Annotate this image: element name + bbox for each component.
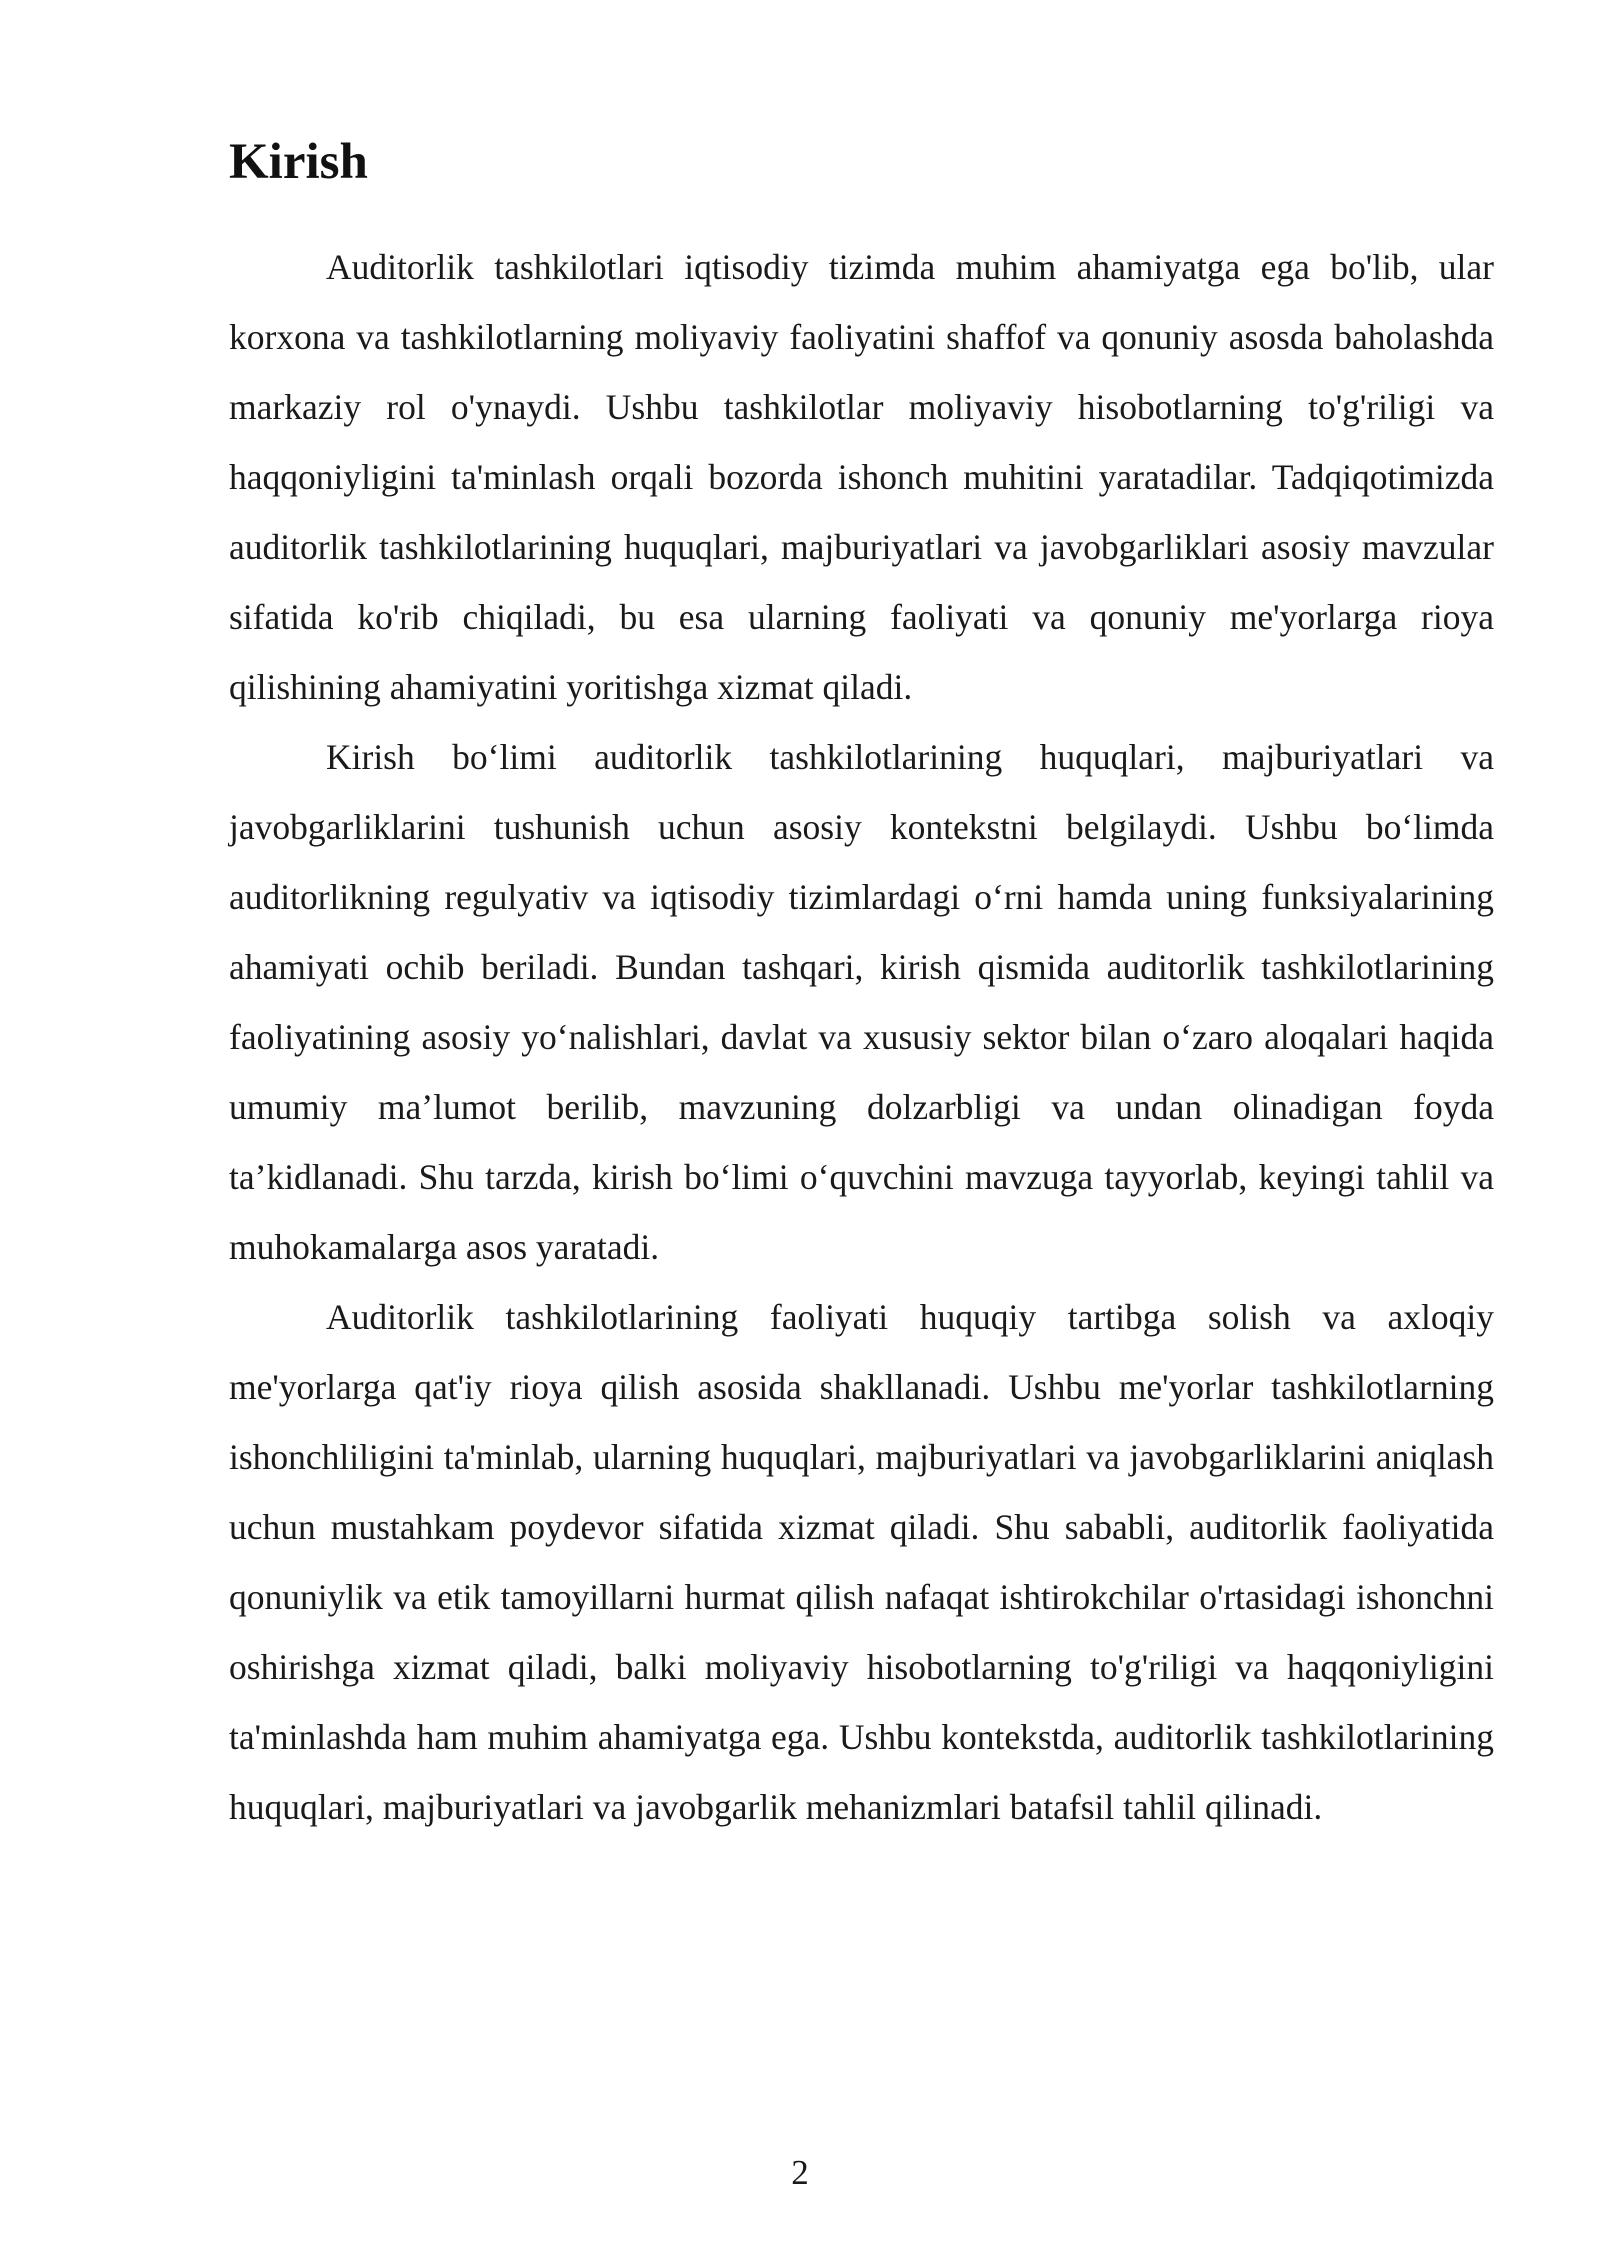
page-number: 2	[791, 2153, 809, 2192]
paragraph-1: Auditorlik tashkilotlari iqtisodiy tizimda muhim ahamiyatga ega bo'lib, ular korxona va tashkilotlarning moliyaviy faoliyatini shaffof va qonuniy asosda baholashda markaziy rol o'ynaydi. Ushbu tashkilotlar moliyaviy hisobotlarning to'g'riligi va haqqoniyligini ta'minlash orqali bozorda ishonch muhitini yaratadilar. Tadqiqotimizda auditorlik tashkilotlarining huquqlari, majburiyatlari va javobgarliklari asosiy mavzular sifatida ko'rib chiqiladi, bu esa ularning faoliyati va qonuniy me'yorlarga rioya qilishining ahamiyatini yoritishga xizmat qiladi.	[229, 247, 1494, 707]
section-heading: Kirish	[229, 134, 368, 190]
body-text	[229, 232, 1494, 1842]
paragraph-3: Auditorlik tashkilotlarining faoliyati huquqiy tartibga solish va axloqiy me'yorlarga qat'iy rioya qilish asosida shakllanadi. Ushbu me'yorlar tashkilotlarning ishonchliligini ta'minlab, ularning huquqlari, majburiyatlari va javobgarliklarini aniqlash uchun mustahkam poydevor sifatida xizmat qiladi. Shu sababli, auditorlik faoliyatida qonuniylik va etik tamoyillarni hurmat qilish nafaqat ishtirokchilar o'rtasidagi ishonchni oshirishga xizmat qiladi, balki moliyaviy hisobotlarning to'g'riligi va haqqoniyligini ta'minlashda ham muhim ahamiyatga ega. Ushbu kontekstda, auditorlik tashkilotlarining huquqlari, majburiyatlari va javobgarlik mehanizmlari batafsil tahlil qilinadi.	[229, 1297, 1494, 1827]
paragraph-2: Kirish bo‘limi auditorlik tashkilotlarining huquqlari, majburiyatlari va javobgarliklarini tushunish uchun asosiy kontekstni belgilaydi. Ushbu bo‘limda auditorlikning regulyativ va iqtisodiy tizimlardagi o‘rni hamda uning funksiyalarining ahamiyati ochib beriladi. Bundan tashqari, kirish qismida auditorlik tashkilotlarining faoliyatining asosiy yo‘nalishlari, davlat va xususiy sektor bilan o‘zaro aloqalari haqida umumiy ma’lumot berilib, mavzuning dolzarbligi va undan olinadigan foyda ta’kidlanadi. Shu tarzda, kirish bo‘limi o‘quvchini mavzuga tayyorlab, keyingi tahlil va muhokamalarga asos yaratadi.	[229, 737, 1494, 1267]
